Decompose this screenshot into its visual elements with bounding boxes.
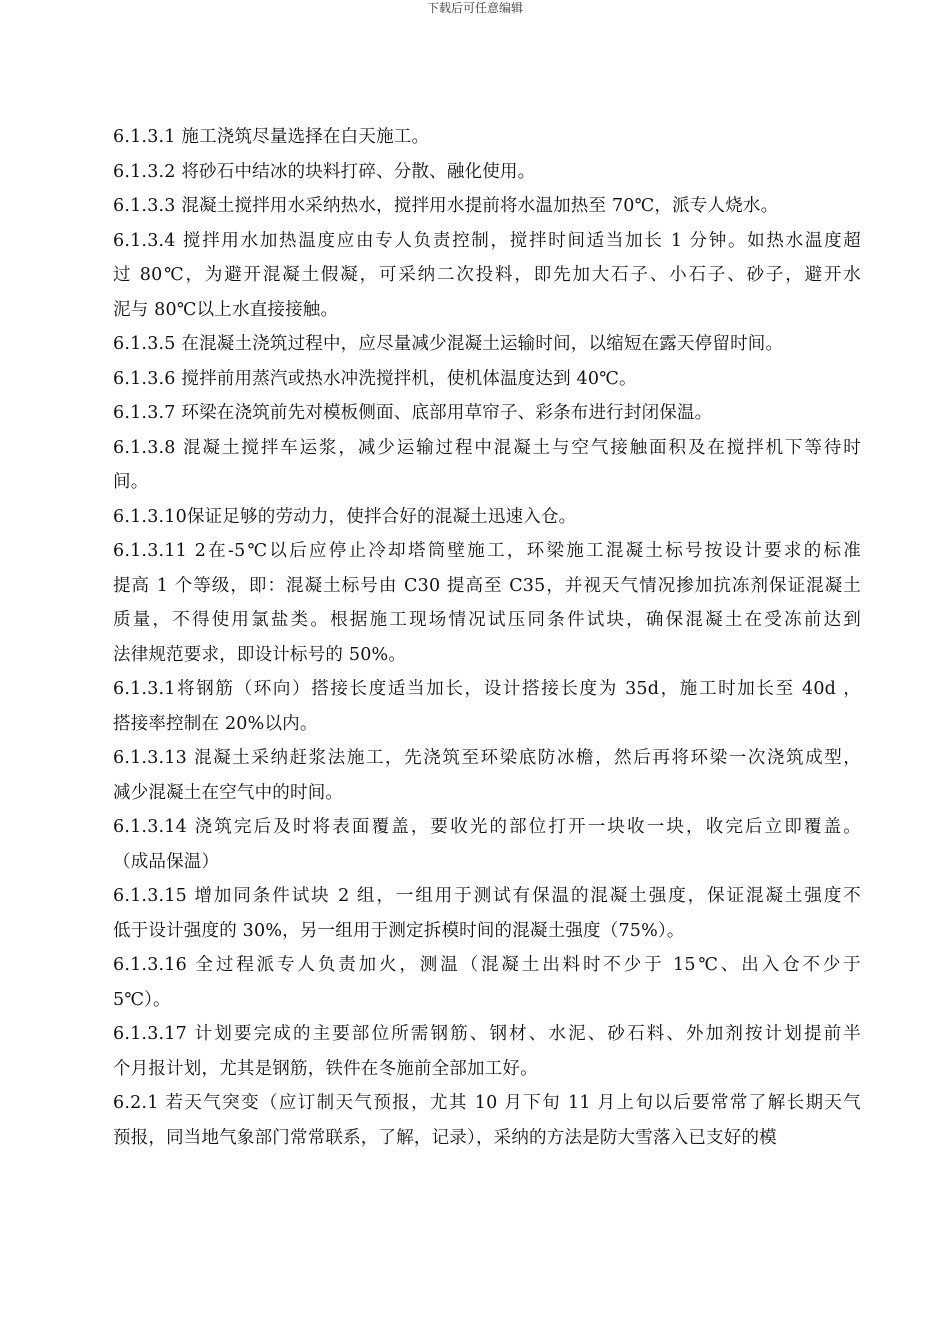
paragraph-line: 6.1.3.5 在混凝土浇筑过程中，应尽量减少混凝土运输时间，以缩短在露天停留时间。 bbox=[113, 334, 784, 354]
paragraph-line: 6.1.3.14 浇筑完后及时将表面覆盖，要收光的部位打开一块收一块，收完后立即覆盖。 bbox=[113, 817, 861, 837]
paragraph-line: 减少混凝土在空气中的时间。 bbox=[113, 782, 344, 803]
paragraph bbox=[113, 120, 861, 155]
paragraph bbox=[113, 189, 861, 224]
paragraph-line: 6.1.3.11 2在-5℃以后应停止冷却塔筒壁施工，环梁施工混凝土标号按设计要求的标准 bbox=[113, 541, 861, 561]
paragraph bbox=[113, 362, 861, 397]
paragraph-line: 间。 bbox=[113, 472, 149, 492]
paragraph bbox=[113, 1086, 861, 1155]
paragraph-line: 泥与 80℃以上水直接接触。 bbox=[113, 299, 339, 320]
paragraph-line: 6.1.3.4 搅拌用水加热温度应由专人负责控制，搅拌时间适当加长 1 分钟。如热水温度超 bbox=[113, 230, 861, 251]
paragraph-line: 预报，同当地气象部门常常联系，了解，记录），采纳的方法是防大雪落入已支好的模 bbox=[113, 1127, 777, 1148]
paragraph-line: 质量，不得使用氯盐类。根据施工现场情况试压同条件试块，确保混凝土在受冻前达到 bbox=[113, 610, 861, 630]
paragraph-line: 6.1.3.7 环梁在浇筑前先对模板侧面、底部用草帘子、彩条布进行封闭保温。 bbox=[113, 403, 713, 423]
paragraph bbox=[113, 534, 861, 672]
page-header: 下载后可任意编辑 bbox=[426, 1, 523, 15]
paragraph-line: 个月报计划，尤其是钢筋，铁件在冬施前全部加工好。 bbox=[113, 1058, 538, 1079]
paragraph bbox=[113, 810, 861, 879]
paragraph bbox=[113, 431, 861, 500]
paragraph-line: 6.1.3.10保证足够的劳动力，使拌合好的混凝土迅速入仓。 bbox=[113, 506, 577, 527]
paragraph bbox=[113, 948, 861, 1017]
paragraph-line: 6.1.3.15 增加同条件试块 2 组，一组用于测试有保温的混凝土强度，保证混凝土强度不 bbox=[113, 886, 861, 906]
paragraph-line: 5℃）。 bbox=[113, 989, 171, 1010]
paragraph-line: 6.1.3.17 计划要完成的主要部位所需钢筋、钢材、水泥、砂石料、外加剂按计划提前半 bbox=[113, 1024, 861, 1044]
paragraph-line: 6.2.1 若天气突变（应订制天气预报，尤其 10 月下旬 11 月上旬以后要常常了解长期天气 bbox=[113, 1093, 861, 1113]
paragraph bbox=[113, 500, 861, 535]
paragraph-line: 6.1.3.3 混凝土搅拌用水采纳热水，搅拌用水提前将水温加热至 70℃，派专人烧水。 bbox=[113, 196, 779, 216]
paragraph-line: 提高 1 个等级，即：混凝土标号由 C30 提高至 C35，并视天气情况掺加抗冻剂保证混凝土 bbox=[113, 575, 861, 596]
paragraph bbox=[113, 741, 861, 810]
paragraph-line: 6.1.3.16 全过程派专人负责加火，测温（混凝土出料时不少于 15℃、出入仓不少于 bbox=[113, 955, 861, 975]
paragraph-line: 6.1.3.2 将砂石中结冰的块料打碎、分散、融化使用。 bbox=[113, 161, 536, 182]
paragraph-line: 搭接率控制在 20%以内。 bbox=[113, 713, 318, 734]
paragraph-line: 6.1.3.8 混凝土搅拌车运浆，减少运输过程中混凝土与空气接触面积及在搅拌机下等待时 bbox=[113, 437, 861, 458]
document-body bbox=[113, 120, 861, 1155]
paragraph-line: 6.1.3.6 搅拌前用蒸汽或热水冲洗搅拌机，使机体温度达到 40℃。 bbox=[113, 368, 637, 389]
paragraph-line: 6.1.3.13 混凝土采纳赶浆法施工，先浇筑至环梁底防冰檐，然后再将环梁一次浇筑成型， bbox=[113, 748, 861, 768]
paragraph-line: 低于设计强度的 30%，另一组用于测定拆模时间的混凝土强度（75%）。 bbox=[113, 920, 685, 941]
paragraph bbox=[113, 224, 861, 328]
paragraph bbox=[113, 1017, 861, 1086]
paragraph bbox=[113, 396, 861, 431]
paragraph-line: 过 80℃，为避开混凝土假凝，可采纳二次投料，即先加大石子、小石子、砂子，避开水 bbox=[113, 265, 861, 285]
paragraph bbox=[113, 155, 861, 190]
paragraph bbox=[113, 879, 861, 948]
paragraph-line: 6.1.3.1 施工浇筑尽量选择在白天施工。 bbox=[113, 127, 430, 147]
paragraph bbox=[113, 327, 861, 362]
paragraph bbox=[113, 672, 861, 741]
paragraph-line: 6.1.3.1将钢筋（环向）搭接长度适当加长，设计搭接长度为 35d，施工时加长至 40d ， bbox=[113, 679, 861, 699]
paragraph-line: （成品保温） bbox=[113, 851, 220, 872]
paragraph-line: 法律规范要求，即设计标号的 50%。 bbox=[113, 644, 407, 665]
